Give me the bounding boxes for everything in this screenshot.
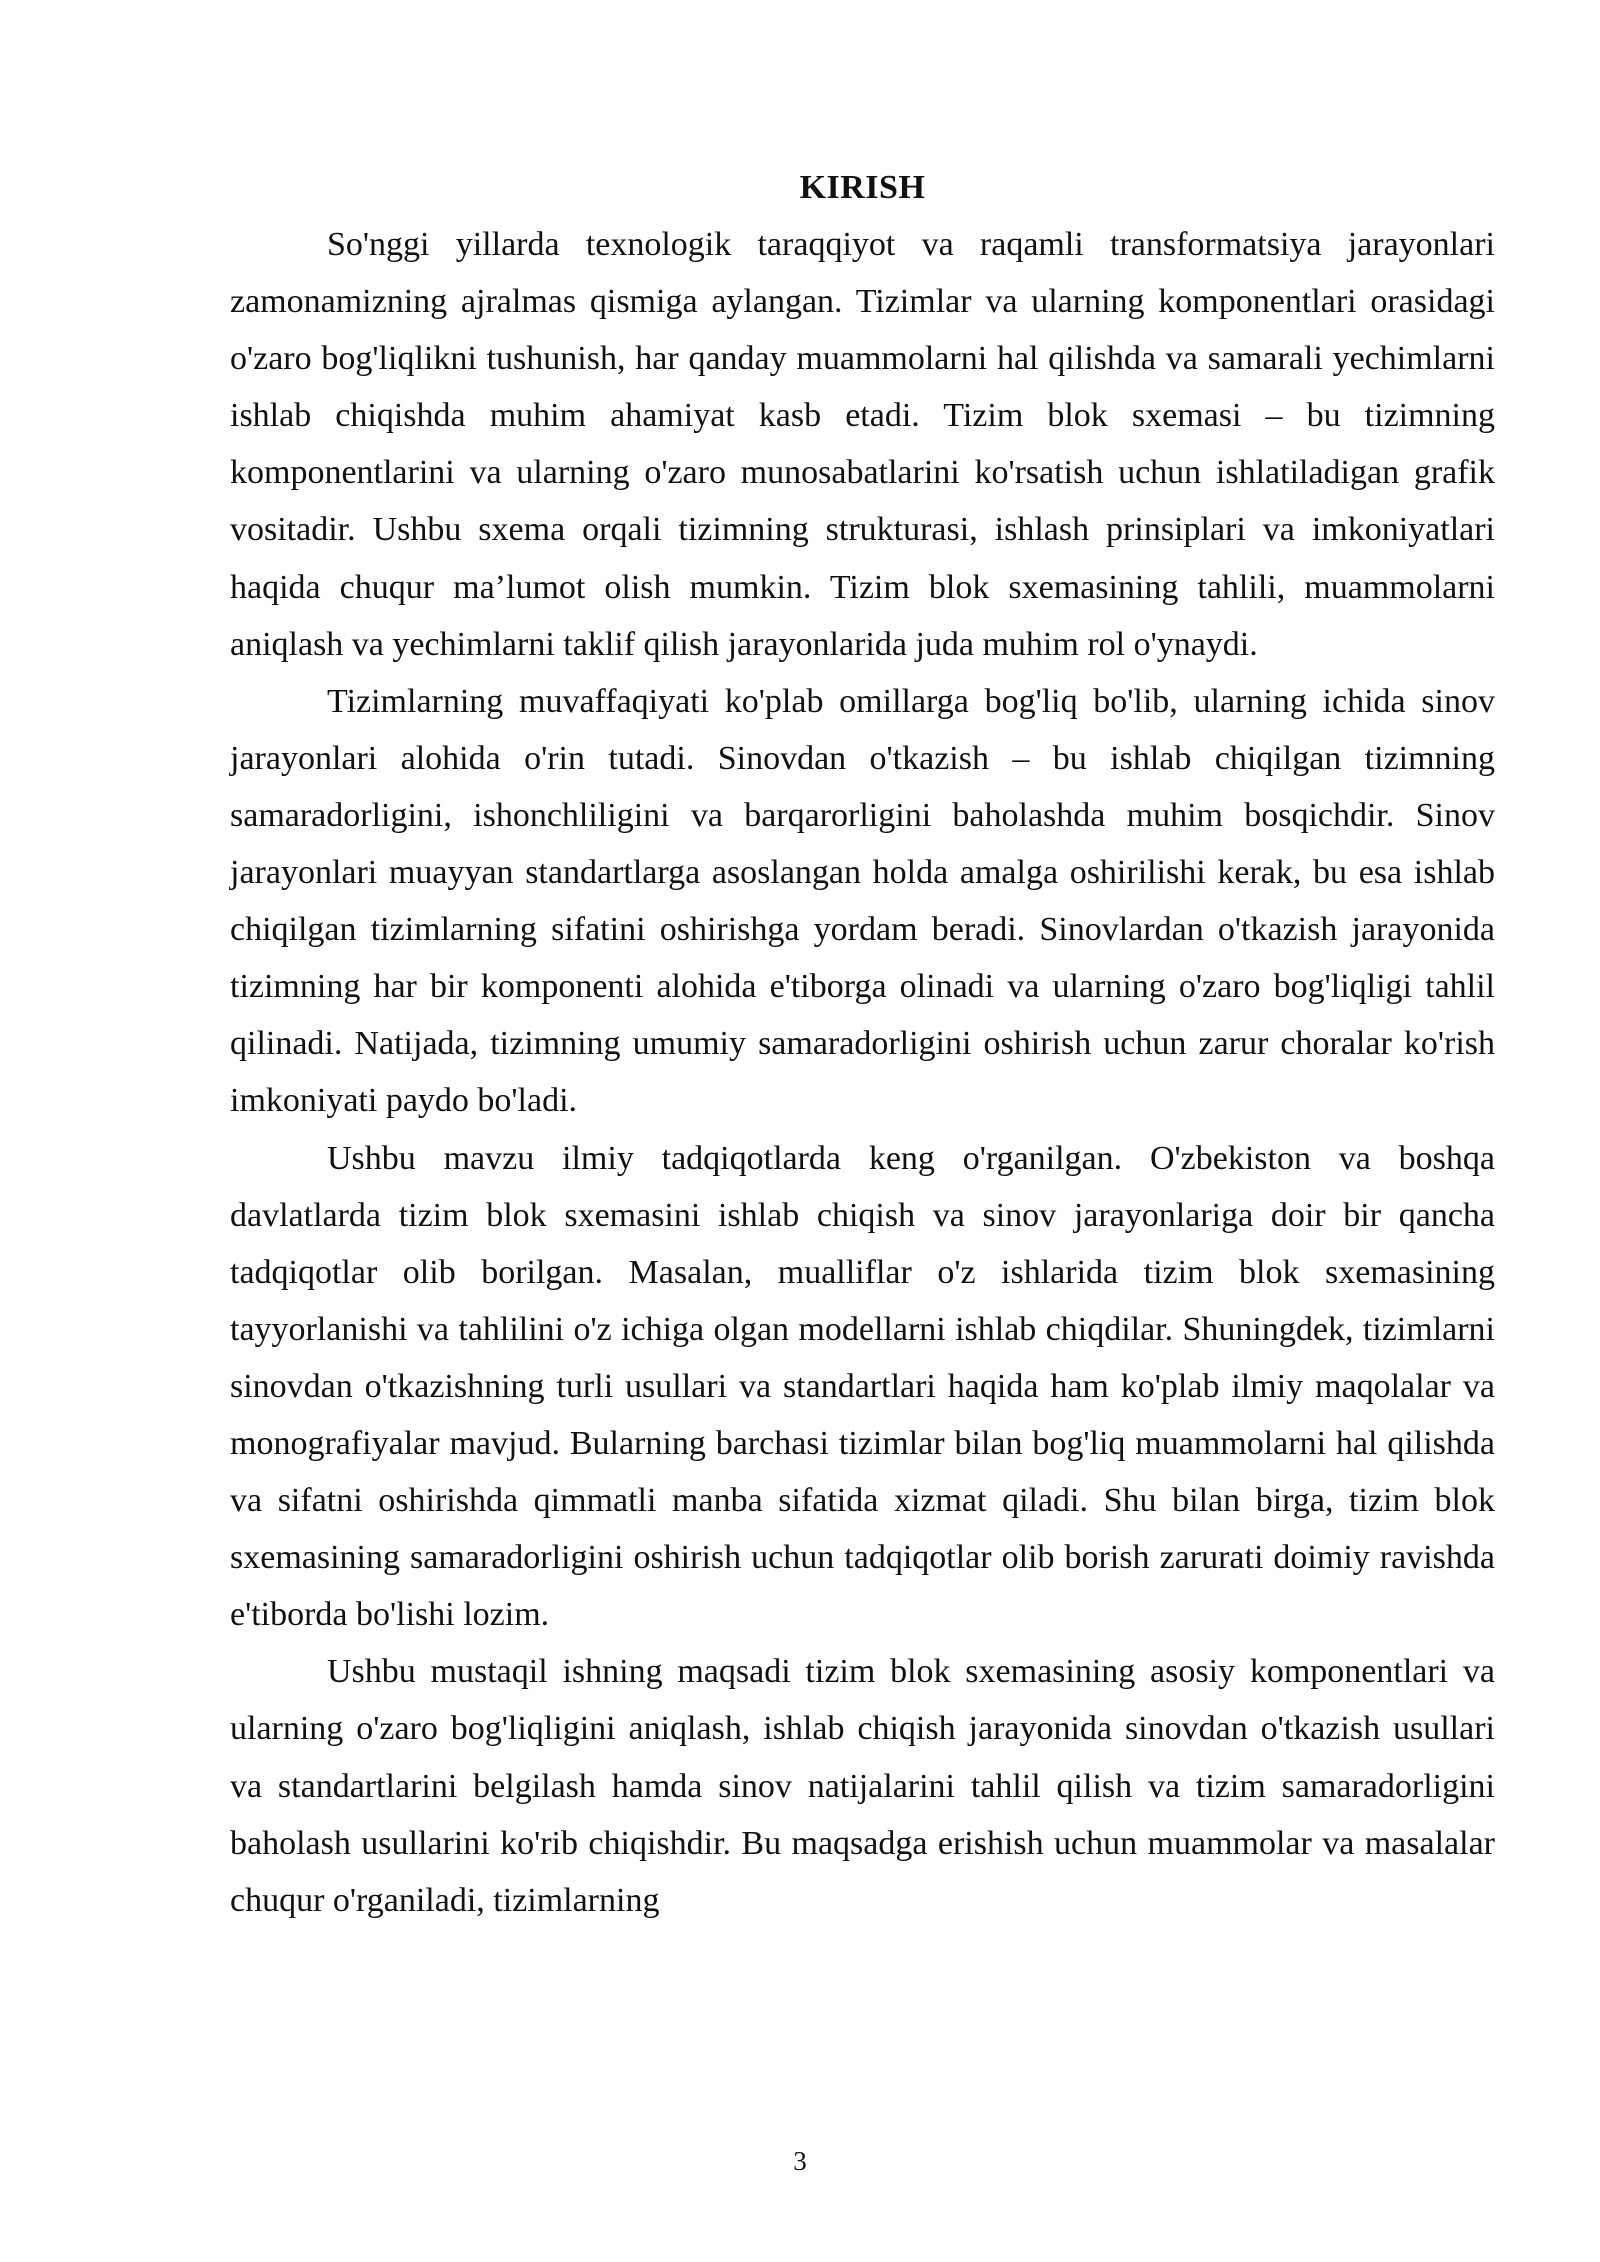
paragraph-4: Ushbu mustaqil ishning maqsadi tizim blok sxemasining asosiy komponentlari va ularning o'zaro bog'liqligini aniqlash, ishlab chiqish jarayonida sinovdan o'tkazish usullari va standartlarini belgilash hamda sinov natijalarini tahlil qilish va tizim samaradorligini baholash usullarini ko'rib chiqishdir. Bu maqsadga erishish uchun muammolar va masalalar chuqur o'rganiladi, tizimlarning xyxy=(230,1653,1495,1919)
paragraph-3: Ushbu mavzu ilmiy tadqiqotlarda keng o'rganilgan. O'zbekiston va boshqa davlatlarda tizim blok sxemasini ishlab chiqish va sinov jarayonlariga doir bir qancha tadqiqotlar olib borilgan. Masalan, mualliflar o'z ishlarida tizim blok sxemasining tayyorlanishi va tahlilini o'z ichiga olgan modellarni ishlab chiqdilar. Shuningdek, tizimlarni sinovdan o'tkazishning turli usullari va standartlari haqida ham ko'plab ilmiy maqolalar va monografiyalar mavjud. Bularning barchasi tizimlar bilan bog'liq muammolarni hal qilishda va sifatni oshirishda qimmatli manba sifatida xizmat qiladi. Shu bilan birga, tizim blok sxemasining samaradorligini oshirish uchun tadqiqotlar olib borish zarurati doimiy ravishda e'tiborda bo'lishi lozim. xyxy=(230,1139,1495,1634)
page-number: 3 xyxy=(793,2146,807,2176)
paragraph-2: Tizimlarning muvaffaqiyati ko'plab omillarga bog'liq bo'lib, ularning ichida sinov jarayonlari alohida o'rin tutadi. Sinovdan o'tkazish – bu ishlab chiqilgan tizimning samaradorligini, ishonchliligini va barqarorligini baholashda muhim bosqichdir. Sinov jarayonlari muayyan standartlarga asoslangan holda amalga oshirilishi kerak, bu esa ishlab chiqilgan tizimlarning sifatini oshirishga yordam beradi. Sinovlardan o'tkazish jarayonida tizimning har bir komponenti alohida e'tiborga olinadi va ularning o'zaro bog'liqligi tahlil qilinadi. Natijada, tizimning umumiy samaradorligini oshirish uchun zarur choralar ko'rish imkoniyati paydo bo'ladi. xyxy=(230,682,1495,1120)
page-body xyxy=(230,160,1495,1929)
paragraph-1: So'nggi yillarda texnologik taraqqiyot va raqamli transformatsiya jarayonlari zamonamizning ajralmas qismiga aylangan. Tizimlar va ularning komponentlari orasidagi o'zaro bog'liqlikni tushunish, har qanday muammolarni hal qilishda va samarali yechimlarni ishlab chiqishda muhim ahamiyat kasb etadi. Tizim blok sxemasi – bu tizimning komponentlarini va ularning o'zaro munosabatlarini ko'rsatish uchun ishlatiladigan grafik vositadir. Ushbu sxema orqali tizimning strukturasi, ishlash prinsiplari va imkoniyatlari haqida chuqur ma’lumot olish mumkin. Tizim blok sxemasining tahlili, muammolarni aniqlash va yechimlarni taklif qilish jarayonlarida juda muhim rol o'ynaydi. xyxy=(230,226,1495,663)
page-title: KIRISH xyxy=(799,169,926,206)
